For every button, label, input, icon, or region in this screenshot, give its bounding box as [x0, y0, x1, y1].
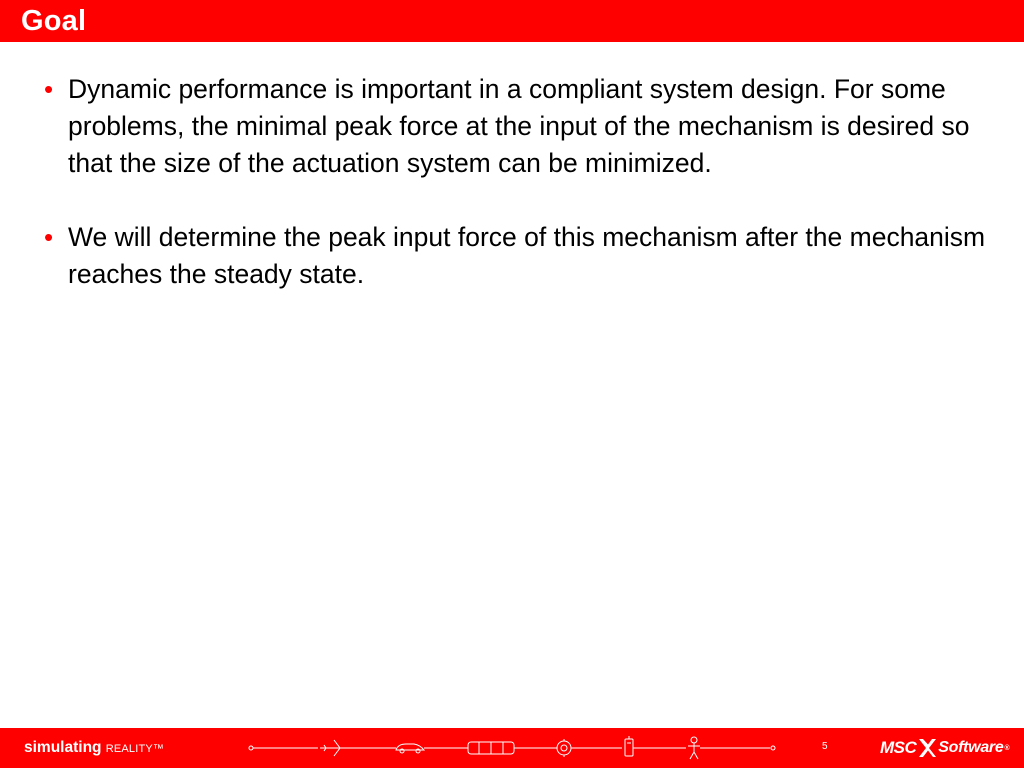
timeline-end-dot [771, 746, 775, 750]
footer-brand [24, 739, 164, 758]
title-bar [0, 0, 1024, 42]
bullet-text: We will determine the peak input force of this mechanism after the mechanism reaches the steady state. [68, 222, 986, 289]
car-icon [396, 744, 424, 753]
logo-msc-text: MSC [880, 738, 917, 757]
bullet-item [44, 71, 994, 182]
bullet-item [44, 219, 994, 293]
bullet-text: Dynamic performance is important in a compliant system design. For some problems, the minimal peak force at the input of the mechanism is desired so that the size of the actuation system can be minimized. [68, 74, 970, 178]
bullet-list [44, 71, 994, 330]
logo-registered-mark: ® [1004, 744, 1010, 752]
airplane-icon [320, 740, 350, 756]
logo-x-icon [917, 737, 937, 759]
slide-title: Goal [21, 5, 87, 37]
person-icon [688, 737, 700, 759]
bullet-marker-icon: • [44, 222, 54, 252]
product-timeline [248, 734, 778, 762]
timeline-start-dot [249, 746, 253, 750]
msc-software-logo [880, 736, 1010, 760]
phone-icon [625, 736, 633, 756]
page-number: 5 [822, 741, 828, 752]
train-icon [468, 742, 514, 754]
brand-reality: REALITY™ [105, 743, 165, 755]
brand-simulating: simulating [24, 739, 102, 756]
gear-icon [555, 739, 573, 757]
bullet-marker-icon: • [44, 74, 54, 104]
logo-software-text: Software [938, 739, 1004, 756]
